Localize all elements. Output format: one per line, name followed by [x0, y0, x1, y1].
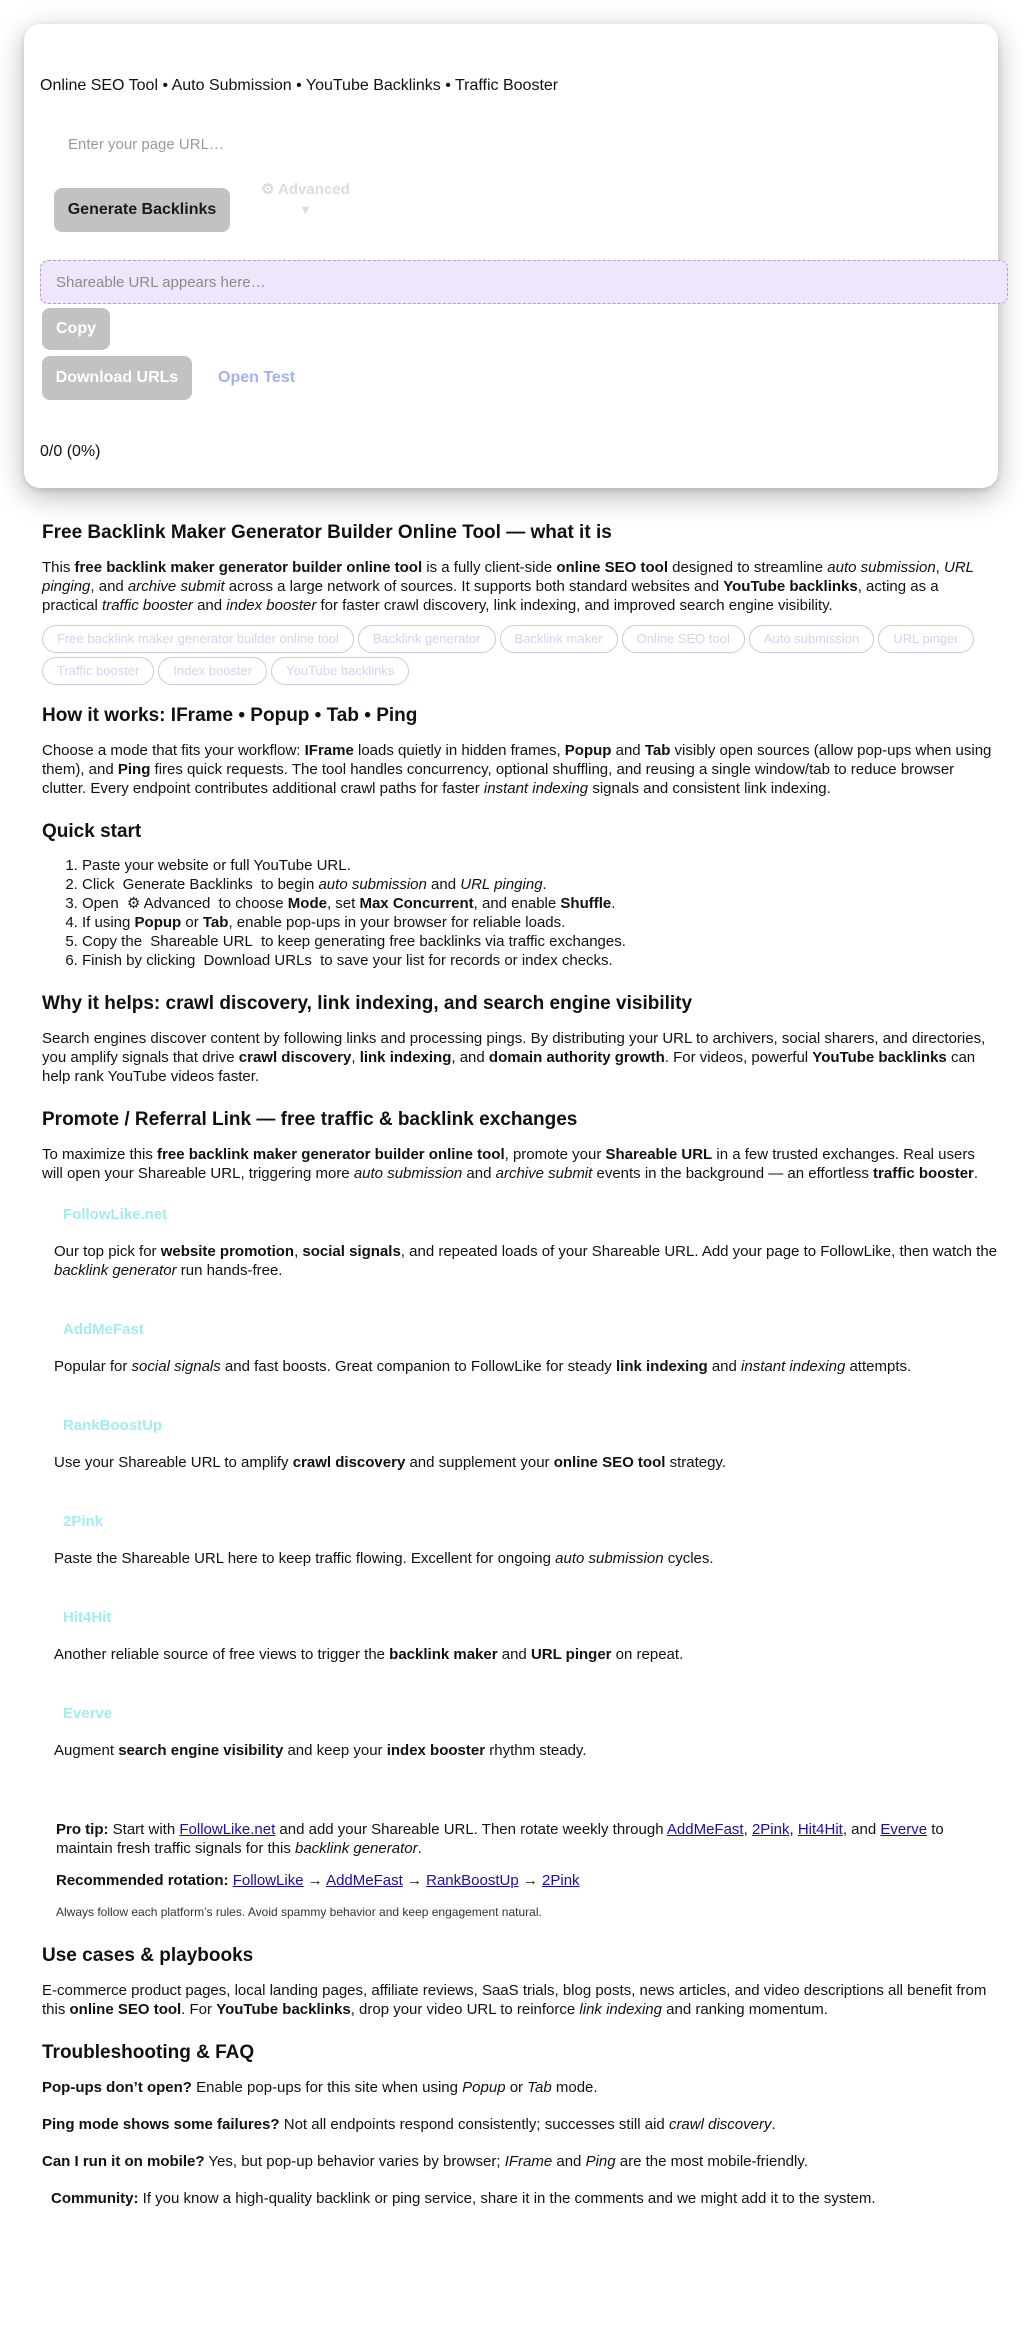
faq-item: Can I run it on mobile? Yes, but pop-up behavior varies by browser; IFrame and Ping are the most mobile-friendly. — [42, 2152, 808, 2170]
exchange-title[interactable]: Everve — [63, 1704, 113, 1722]
list-item: 6. Finish by clicking Download URLs to save your list for records or index checks. — [82, 951, 998, 970]
exchange-rankboostup — [42, 1416, 998, 1472]
platform-rules-note: Always follow each platform’s rules. Avoid spammy behavior and keep engagement natural. — [56, 1904, 542, 1919]
exchange-description: Our top pick for website promotion, social signals, and repeated loads of your Shareable URL. Add your page to FollowLike, then watch the backlink generator run hands-free. — [54, 1242, 998, 1279]
promote-paragraph: To maximize this free backlink maker generator builder online tool, promote your Shareable URL in a few trusted exchanges. Real users will open your Shareable URL, triggering more auto submission and archive submit events in the background — an effortless traffic booster. — [42, 1145, 979, 1182]
keyword-tag: YouTube backlinks — [271, 657, 409, 685]
why-heading: Why it helps: crawl discovery, link indexing, and search engine visibility — [42, 993, 693, 1015]
use-cases-heading: Use cases & playbooks — [42, 1944, 254, 1966]
chevron-down-icon: ▼ — [298, 202, 312, 217]
exchange-addmefast — [42, 1320, 998, 1376]
faq-item: Ping mode shows some failures? Not all endpoints respond consistently; successes still aid crawl discovery. — [42, 2115, 776, 2133]
quick-start-steps — [42, 856, 998, 970]
copy-button[interactable]: Copy — [42, 308, 110, 350]
how-heading: How it works: IFrame • Popup • Tab • Ping — [42, 704, 418, 726]
pro-tip-paragraph: Pro tip: Start with FollowLike.net and add your Shareable URL. Then rotate weekly through AddMeFast, 2Pink, Hit4Hit, and Everve to maintain fresh traffic signals for this backlink generator. — [56, 1820, 944, 1857]
list-item: 2. Click Generate Backlinks to begin auto submission and URL pinging. — [82, 875, 998, 894]
2pink-link[interactable]: 2Pink — [751, 1820, 790, 1838]
hit4hit-link[interactable]: Hit4Hit — [797, 1820, 843, 1838]
download-urls-button[interactable]: Download URLs — [42, 356, 192, 400]
tool-tagline: Online SEO Tool • Auto Submission • YouTube Backlinks • Traffic Booster — [40, 77, 559, 94]
keyword-tag: Auto submission — [749, 625, 874, 653]
advanced-toggle[interactable] — [261, 180, 350, 220]
exchange-2pink — [42, 1512, 998, 1568]
about-paragraph: This free backlink maker generator builder online tool is a fully client-side online SEO tool designed to streamline auto submission, URL pinging, and archive submit across a large network of sources. It supports both standard websites and YouTube backlinks, acting as a practical traffic booster and index booster for faster crawl discovery, link indexing, and improved search engine visibility. — [42, 558, 974, 614]
followlike-link[interactable]: FollowLike.net — [179, 1820, 276, 1838]
rotation-paragraph: Recommended rotation: FollowLike → AddMeFast → RankBoostUp → 2Pink — [56, 1871, 580, 1889]
pro-tip-box — [42, 1820, 998, 1922]
how-paragraph: Choose a mode that fits your workflow: IFrame loads quietly in hidden frames, Popup and Tab visibly open sources (allow pop-ups when using them), and Ping fires quick requests. The tool handles concurrency, optional shuffling, and reusing a single window/tab to reduce browser clutter. Every endpoint contributes additional crawl paths for faster instant indexing signals and consistent link indexing. — [42, 741, 992, 797]
advanced-label: ⚙ Advanced — [261, 181, 350, 198]
list-item: 3. Open ⚙ Advanced to choose Mode, set Max Concurrent, and enable Shuffle. — [82, 894, 998, 913]
exchange-title[interactable]: FollowLike.net — [63, 1205, 168, 1223]
everve-link[interactable]: Everve — [880, 1820, 928, 1838]
shareable-url-field[interactable] — [40, 260, 1008, 304]
exchange-hit4hit — [42, 1608, 998, 1664]
generate-backlinks-button[interactable]: Generate Backlinks — [54, 188, 230, 232]
faq-item: Pop-ups don’t open? Enable pop-ups for this site when using Popup or Tab mode. — [42, 2078, 598, 2096]
keyword-tags — [42, 625, 998, 689]
quick-start-heading: Quick start — [42, 820, 142, 842]
list-item: 1. Paste your website or full YouTube URL. — [82, 856, 998, 875]
about-heading: Free Backlink Maker Generator Builder Online Tool — what it is — [42, 522, 612, 543]
faq-heading: Troubleshooting & FAQ — [42, 2041, 255, 2063]
article-content — [42, 500, 998, 2218]
list-item: 4. If using Popup or Tab, enable pop-ups in your browser for reliable loads. — [82, 913, 998, 932]
open-test-link[interactable]: Open Test — [218, 369, 296, 386]
use-cases-paragraph: E-commerce product pages, local landing pages, affiliate reviews, SaaS trials, blog posts, news articles, and video descriptions all benefit from this online SEO tool. For YouTube backlinks, drop your video URL to reinforce link indexing and ranking momentum. — [42, 1981, 987, 2018]
keyword-tag: Index booster — [158, 657, 267, 685]
keyword-tag: Backlink generator — [358, 625, 496, 653]
keyword-tag: Backlink maker — [500, 625, 618, 653]
keyword-tag: Traffic booster — [42, 657, 154, 685]
list-item: 5. Copy the Shareable URL to keep generating free backlinks via traffic exchanges. — [82, 932, 998, 951]
keyword-tag: Free backlink maker generator builder online tool — [42, 625, 354, 653]
page-url-input[interactable] — [54, 126, 654, 162]
exchange-followlike — [42, 1205, 998, 1280]
exchange-title[interactable]: Hit4Hit — [63, 1608, 112, 1626]
exchange-description: Paste the Shareable URL here to keep traffic flowing. Excellent for ongoing auto submission cycles. — [54, 1549, 714, 1567]
exchange-title[interactable]: 2Pink — [63, 1512, 104, 1530]
keyword-tag: Online SEO tool — [622, 625, 745, 653]
exchange-title[interactable]: AddMeFast — [63, 1320, 144, 1338]
exchange-everve — [42, 1704, 998, 1760]
keyword-tag: URL pinger — [878, 625, 973, 653]
exchange-title[interactable]: RankBoostUp — [63, 1416, 163, 1434]
exchange-description: Use your Shareable URL to amplify crawl discovery and supplement your online SEO tool strategy. — [54, 1453, 726, 1471]
exchange-description: Popular for social signals and fast boosts. Great companion to FollowLike for steady link indexing and instant indexing attempts. — [54, 1357, 912, 1375]
promote-heading: Promote / Referral Link — free traffic & backlink exchanges — [42, 1109, 578, 1131]
backlink-tool-card — [24, 24, 998, 488]
exchange-description: Augment search engine visibility and keep your index booster rhythm steady. — [54, 1741, 587, 1759]
rotation-rankboostup-link[interactable]: RankBoostUp — [426, 1871, 519, 1889]
why-paragraph: Search engines discover content by following links and processing pings. By distributing your URL to archivers, social sharers, and directories, you amplify signals that drive crawl discovery, link indexing, and domain authority growth. For videos, powerful YouTube backlinks can help rank YouTube videos faster. — [42, 1030, 986, 1086]
exchange-description: Another reliable source of free views to trigger the backlink maker and URL pinger on repeat. — [54, 1645, 684, 1663]
rotation-2pink-link[interactable]: 2Pink — [542, 1871, 580, 1889]
rotation-addmefast-link[interactable]: AddMeFast — [326, 1871, 403, 1889]
progress-counter: 0/0 (0%) — [40, 443, 101, 460]
rotation-followlike-link[interactable]: FollowLike — [232, 1871, 304, 1889]
community-note: Community: If you know a high-quality backlink or ping service, share it in the comments and we might add it to the system. — [51, 2189, 876, 2207]
addmefast-link[interactable]: AddMeFast — [666, 1820, 744, 1838]
